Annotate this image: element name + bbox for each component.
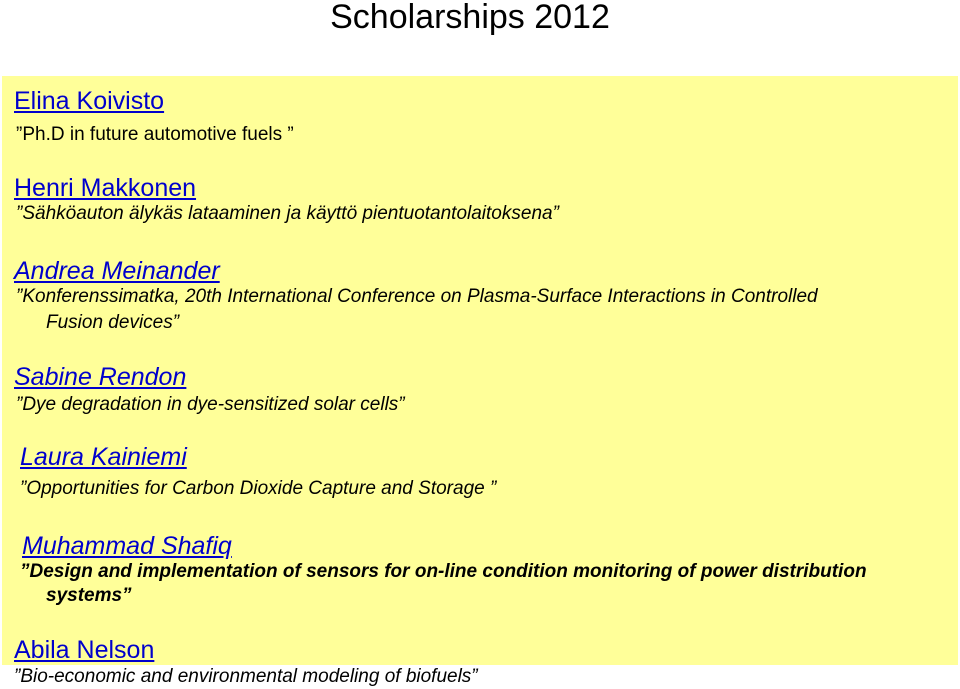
recipient-topic-line1: ”Konferenssimatka, 20th International Conference on Plasma-Surface Interactions in Controlled <box>16 286 818 307</box>
recipient-topic: ”Sähköauton älykäs lataaminen ja käyttö pientuotantolaitoksena” <box>16 203 559 224</box>
list-item <box>2 363 952 417</box>
recipient-name: Abila Nelson <box>14 636 155 664</box>
scholarship-list-panel <box>2 76 958 665</box>
recipient-name: Elina Koivisto <box>14 87 165 115</box>
page-title-text: Scholarships 2012 <box>330 0 610 36</box>
recipient-topic-line1: ”Design and implementation of sensors for on-line condition monitoring of power distribution <box>20 561 867 582</box>
recipient-name: Laura Kainiemi <box>20 443 187 471</box>
recipient-topic: ”Dye degradation in dye-sensitized solar cells” <box>16 394 405 415</box>
recipient-topic: ”Bio-economic and environmental modeling of biofuels” <box>14 666 478 687</box>
recipient-topic: ”Opportunities for Carbon Dioxide Capture and Storage ” <box>20 478 497 499</box>
recipient-topic-line2: Fusion devices” <box>46 312 180 333</box>
list-item <box>2 257 952 335</box>
page-title <box>0 0 940 34</box>
list-item <box>2 636 952 664</box>
list-item <box>2 443 952 501</box>
recipient-topic: ”Ph.D in future automotive fuels ” <box>16 124 294 145</box>
list-item <box>2 174 952 226</box>
recipient-name: Henri Makkonen <box>14 174 197 202</box>
list-item <box>2 532 952 608</box>
recipient-topic-line2: systems” <box>46 585 132 606</box>
list-item <box>2 87 952 147</box>
recipient-name: Sabine Rendon <box>14 363 187 391</box>
recipient-name: Andrea Meinander <box>14 257 220 285</box>
recipient-name: Muhammad Shafiq <box>22 532 232 560</box>
